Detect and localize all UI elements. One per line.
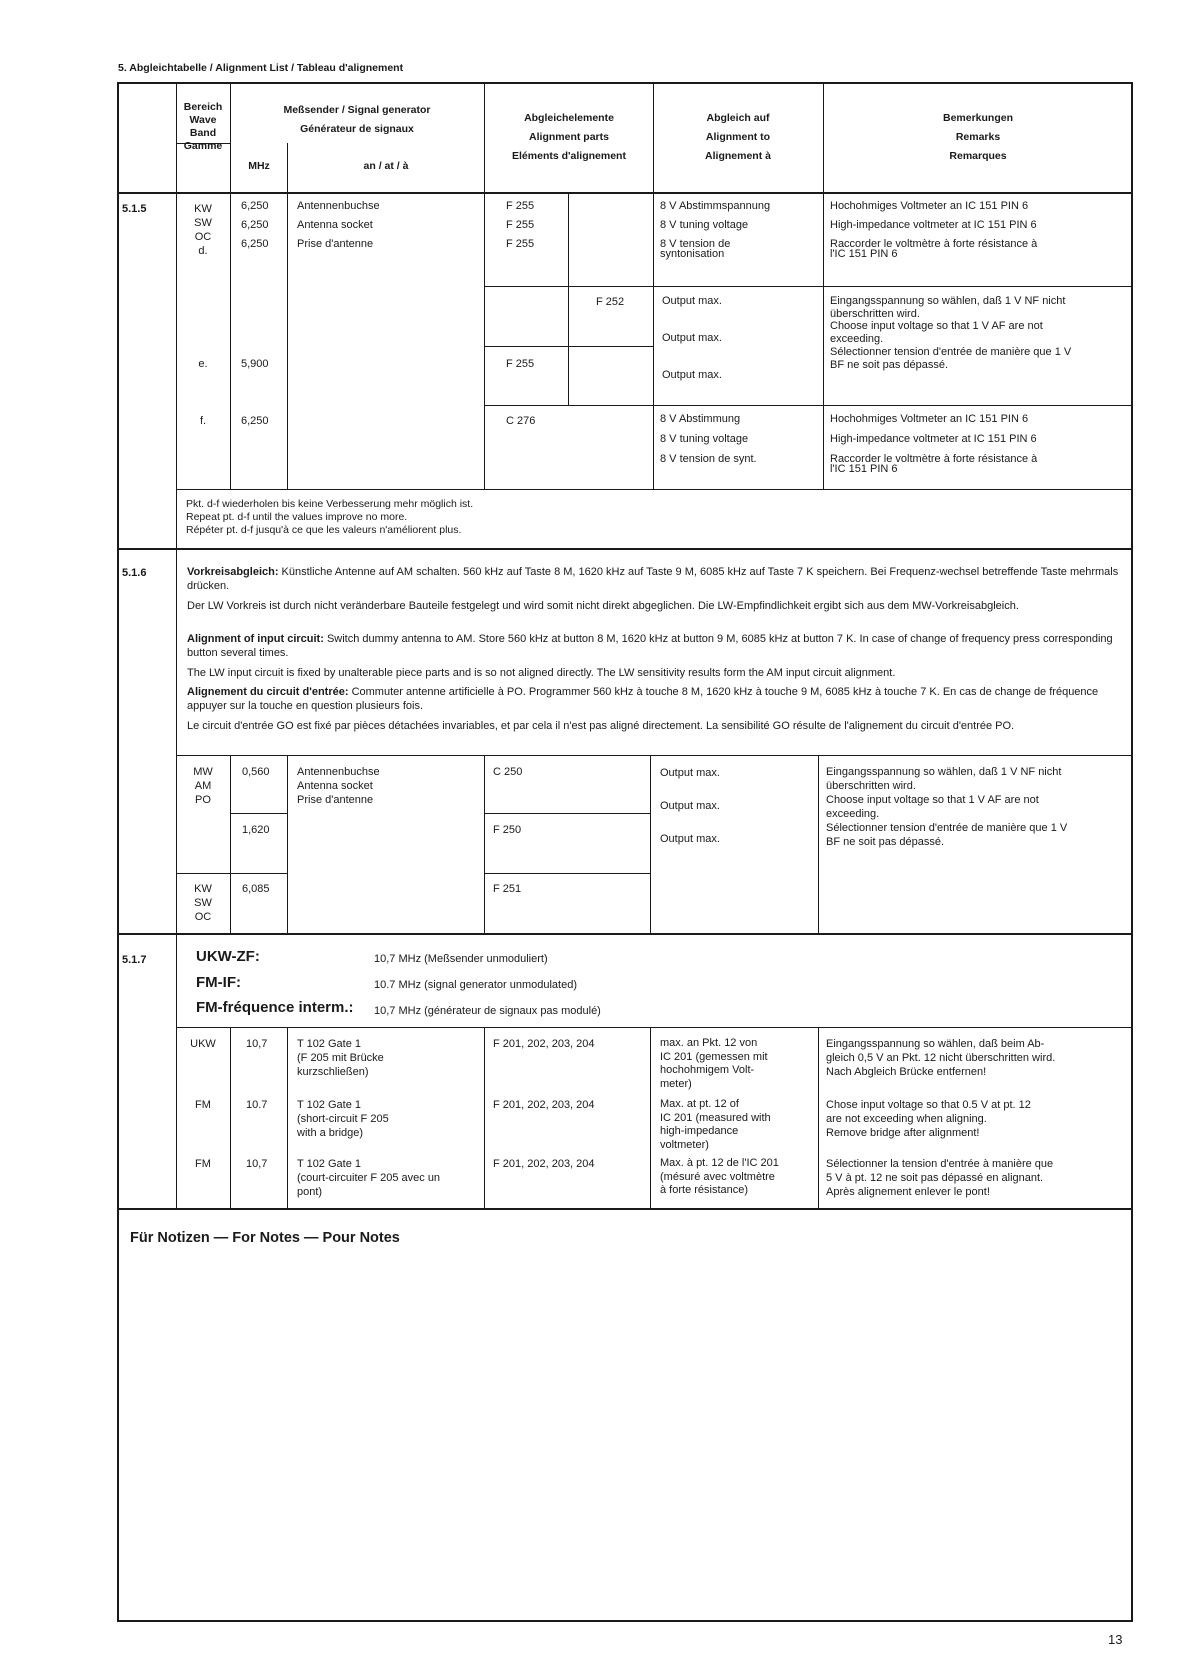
if-title: FM-fréquence interm.: xyxy=(196,999,354,1016)
header-remarks: Bemerkungen Remarks Remarques xyxy=(942,112,1014,162)
band-label: MW AM PO xyxy=(193,766,213,806)
header-mhz: MHz xyxy=(248,160,270,172)
if-description: 10.7 MHz (signal generator unmodulated) xyxy=(374,979,578,991)
generator-connection: Antennenbuchse Antenna socket Prise d'antenne xyxy=(297,200,380,250)
alignment-part: C 250 xyxy=(493,766,523,778)
alignment-part: F 251 xyxy=(493,883,522,895)
band-label: f. xyxy=(199,415,207,427)
paragraph-label: Alignment of input circuit: xyxy=(187,633,324,645)
alignment-part: F 250 xyxy=(493,824,522,836)
paragraph-text: Switch dummy antenna to AM. Store 560 kHz at button 8 M, 1620 kHz at button 9 M, 6085 kHz at button 7 K. In case of change of frequency press corresponding button several times. xyxy=(187,633,1113,659)
instruction-paragraph: The LW input circuit is fixed by unalterable piece parts and is so not aligned directly. The LW sensitivity results form the AM input circuit alignment. xyxy=(187,667,896,679)
remark-text: Chose input voltage so that 0.5 V at pt. 12 are not exceeding when aligning. Remove bridge after alignment! xyxy=(826,1099,1031,1139)
band-label: KW SW OC xyxy=(194,883,212,923)
generator-connection: T 102 Gate 1 (court-circuiter F 205 avec un pont) xyxy=(297,1158,441,1198)
page-number: 13 xyxy=(1108,1632,1123,1647)
remark-text: Hochohmiges Voltmeter an IC 151 PIN 6 High-impedance voltmeter at IC 151 PIN 6 Raccorder le voltmètre à forte résistance à l'IC 151 PIN 6 xyxy=(830,413,1038,475)
remark-text: Sélectionner la tension d'entrée à manière que 5 V à pt. 12 ne soit pas dépassé en alignant. Après alignement enlever le pont! xyxy=(826,1158,1054,1198)
align-target: 8 V Abstimmspannung 8 V tuning voltage 8 V tension de syntonisation xyxy=(660,200,771,260)
instruction-paragraph: Le circuit d'entrée GO est fixé par pièces détachées invariables, et par cela il n'est pas aligné directement. La sensibilité GO résulte de l'alignement du circuit d'entrée PO. xyxy=(187,720,1015,732)
notes-title: Für Notizen — For Notes — Pour Notes xyxy=(130,1230,400,1246)
remark-text: Eingangsspannung so wählen, daß 1 V NF nicht überschritten wird. Choose input voltage so that 1 V AF are not exceeding. Sélectionner tension d'entrée de manière que 1 V BF ne soit pas dépassé. xyxy=(826,766,1068,848)
paragraph-label: Vorkreisabgleich: xyxy=(187,566,279,578)
generator-connection: Antennenbuchse Antenna socket Prise d'antenne xyxy=(297,766,380,806)
header-range: Bereich Wave Band Gamme xyxy=(183,101,223,152)
header-at: an / at / à xyxy=(363,160,409,172)
section-number: 5.1.6 xyxy=(122,567,147,579)
alignment-part: F 201, 202, 203, 204 xyxy=(493,1099,595,1111)
align-target: Output max. Output max. Output max. xyxy=(662,295,722,381)
if-description: 10,7 MHz (Meßsender unmoduliert) xyxy=(374,953,548,965)
frequency-value: 5,900 xyxy=(241,358,269,370)
instruction-paragraph xyxy=(187,633,1137,660)
remark-text: Hochohmiges Voltmeter an IC 151 PIN 6 High-impedance voltmeter at IC 151 PIN 6 Raccorder le voltmètre à forte résistance à l'IC 151 PIN 6 xyxy=(830,200,1038,260)
frequency-value: 10,7 xyxy=(246,1158,268,1170)
frequency-value: 6,085 xyxy=(242,883,270,895)
paragraph-text: Commuter antenne artificielle à PO. Programmer 560 kHz à touche 8 M, 1620 kHz à touche 9 M, 6085 kHz à touche 7 K. En cas de change de fréquence appuyer sur la touche en question plusieurs fois. xyxy=(187,686,1099,712)
page-title: 5. Abgleichtabelle / Alignment List / Tableau d'alignement xyxy=(118,62,404,74)
frequency-value: 0,560 xyxy=(242,766,270,778)
header-generator: Meßsender / Signal generator Générateur de signaux xyxy=(283,104,431,135)
band-label: KW SW OC d. xyxy=(194,203,212,257)
frequency-value: 1,620 xyxy=(242,824,270,836)
band-label: e. xyxy=(198,358,208,370)
alignment-part: C 276 xyxy=(506,415,536,427)
band-label: FM xyxy=(195,1099,211,1111)
align-target: Output max. Output max. Output max. xyxy=(660,767,720,845)
instruction-paragraph xyxy=(187,566,1137,593)
frequency-value: 10,7 xyxy=(246,1038,268,1050)
section-number: 5.1.7 xyxy=(122,954,147,966)
align-target: 8 V Abstimmung 8 V tuning voltage 8 V tension de synt. xyxy=(660,413,757,465)
alignment-part: F 255 F 255 F 255 xyxy=(506,200,535,250)
align-target: Max. at pt. 12 of IC 201 (measured with high-impedance voltmeter) xyxy=(660,1098,771,1151)
generator-connection: T 102 Gate 1 (short-circuit F 205 with a bridge) xyxy=(297,1099,389,1139)
if-title: UKW-ZF: xyxy=(196,948,260,965)
paragraph-label: Alignement du circuit d'entrée: xyxy=(187,686,349,698)
paragraph-text: Künstliche Antenne auf AM schalten. 560 kHz auf Taste 8 M, 1620 kHz auf Taste 9 M, 6085 kHz auf Taste 7 K speichern. Bei Frequenz-wechsel betreffende Taste mehrmals drücken. xyxy=(187,566,1119,592)
alignment-part: F 201, 202, 203, 204 xyxy=(493,1158,595,1170)
align-target: max. an Pkt. 12 von IC 201 (gemessen mit hochohmigem Volt- meter) xyxy=(660,1037,768,1090)
alignment-part: F 252 xyxy=(596,296,625,308)
frequency-value: 6,250 6,250 6,250 xyxy=(241,200,269,250)
align-target: Max. à pt. 12 de l'IC 201 (mésuré avec voltmètre à forte résistance) xyxy=(660,1157,779,1196)
band-label: FM xyxy=(195,1158,211,1170)
remark-text: Eingangsspannung so wählen, daß 1 V NF nicht überschritten wird. Choose input voltage so that 1 V AF are not exceeding. Sélectionner tension d'entrée de manière que 1 V BF ne soit pas dépassé. xyxy=(830,295,1072,371)
instruction-paragraph xyxy=(187,686,1137,713)
section-number: 5.1.5 xyxy=(122,203,147,215)
frequency-value: 10.7 xyxy=(246,1099,268,1111)
header-align-to: Abgleich auf Alignment to Alignement à xyxy=(705,112,771,162)
generator-connection: T 102 Gate 1 (F 205 mit Brücke kurzschließen) xyxy=(297,1038,384,1078)
remark-text: Eingangsspannung so wählen, daß beim Ab- gleich 0,5 V an Pkt. 12 nicht überschritten wird. Nach Abgleich Brücke entfernen! xyxy=(826,1038,1056,1078)
repeat-note: Pkt. d-f wiederholen bis keine Verbesserung mehr möglich ist. Repeat pt. d-f until the values improve no more. Répéter pt. d-f jusqu'à ce que les valeurs n'améliorent plus. xyxy=(186,498,474,536)
if-title: FM-IF: xyxy=(196,974,241,991)
instruction-paragraph: Der LW Vorkreis ist durch nicht veränderbare Bauteile festgelegt und wird somit nicht direkt abgeglichen. Die LW-Empfindlichkeit ergibt sich aus dem MW-Vorkreisabgleich. xyxy=(187,600,1019,612)
alignment-part: F 201, 202, 203, 204 xyxy=(493,1038,595,1050)
alignment-part: F 255 xyxy=(506,358,535,370)
if-description: 10,7 MHz (générateur de signaux pas modulé) xyxy=(374,1005,601,1017)
header-parts: Abgleichelemente Alignment parts Eléments d'alignement xyxy=(512,112,626,162)
band-label: UKW xyxy=(190,1038,216,1050)
frequency-value: 6,250 xyxy=(241,415,269,427)
